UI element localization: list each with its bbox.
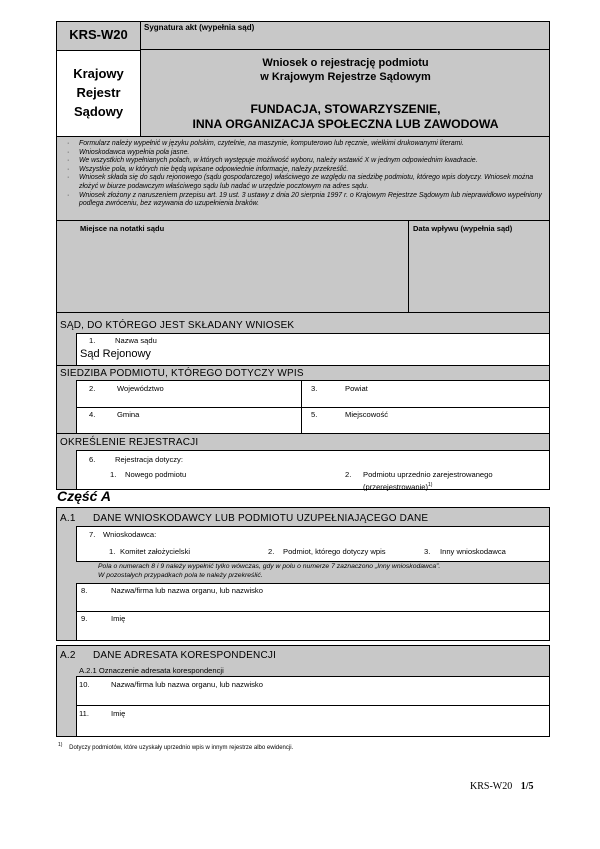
registration-type-number: 6.	[89, 455, 96, 464]
county-field[interactable]	[301, 380, 550, 408]
voivodeship-label: Województwo	[117, 384, 164, 393]
name-field-8-label: Nazwa/firma lub nazwa organu, lub nazwisko	[111, 586, 263, 595]
a1-note: Pola o numerach 8 i 9 należy wypełnić tylko wówczas, gdy w polu o numerze 7 zaznaczono „Inny wnioskodawca”. W pozostałych przypadkach pola te należy przekreślić.	[98, 563, 441, 579]
voivodeship-field[interactable]	[76, 380, 302, 408]
county-number: 3.	[311, 384, 318, 393]
instruction-item: · We wszystkich wypełnianych polach, w których występuje możliwość wyboru, należy wstawić X w jednym odpowiednim kwadracie.	[61, 157, 545, 166]
seat-section-title: SIEDZIBA PODMIOTU, KTÓREGO DOTYCZY WPIS	[60, 368, 304, 379]
a1-code: A.1	[60, 513, 76, 524]
receipt-date-label: Data wpływu (wypełnia sąd)	[413, 224, 513, 233]
part-a-title: Część A	[57, 488, 111, 504]
court-notes-label: Miejsce na notatki sądu	[80, 224, 165, 233]
instruction-item: · Wniosek składa się do sądu rejonowego (sądu gospodarczego) właściwego ze względu na siedzibę podmiotu, którego wpis dotyczy. Wniosek można złożyć w biurze podawczym właściwego sądu lub nadać w urzędzie pocztowym na adres sądu.	[61, 174, 545, 191]
option-other-applicant-label[interactable]: Inny wnioskodawca	[440, 547, 506, 556]
court-section-title: SĄD, DO KTÓREGO JEST SKŁADANY WNIOSEK	[60, 320, 295, 331]
first-name-field-11-number: 11.	[79, 709, 89, 718]
page-number: 1/5	[520, 781, 534, 792]
applicant-type-label: Wnioskodawca:	[103, 530, 157, 539]
registration-type-label: Rejestracja dotyczy:	[115, 455, 183, 464]
county-label: Powiat	[345, 384, 368, 393]
form-title: Wniosek o rejestrację podmiotu w Krajowym Rejestrze Sądowym	[260, 57, 431, 83]
option-reregistration-number: 2.	[345, 470, 352, 479]
court-name-label: Nazwa sądu	[115, 336, 157, 345]
court-name-number: 1.	[89, 336, 96, 345]
court-notes-area	[56, 220, 550, 313]
option-new-entity-label[interactable]: Nowego podmiotu	[125, 470, 187, 479]
locality-label: Miejscowość	[345, 410, 389, 419]
instruction-item: · Wszystkie pola, w których nie będą wpisane odpowiednie informacje, należy przekreślić.	[61, 166, 545, 175]
locality-field[interactable]	[301, 407, 550, 434]
name-field-10-number: 10.	[79, 680, 90, 689]
instructions-box	[56, 136, 550, 221]
first-name-field-11[interactable]	[76, 705, 550, 737]
footnote-text: Dotyczy podmiotów, które uzyskały uprzednio wpis w innym rejestrze albo ewidencji.	[69, 745, 294, 751]
instruction-item: · Wnioskodawca wypełnia pola jasne.	[61, 149, 545, 158]
registry-name: Krajowy Rejestr Sądowy	[73, 66, 124, 119]
a2-code: A.2	[60, 650, 76, 661]
page-footer	[470, 781, 534, 792]
instruction-item: · Wniosek złożony z naruszeniem przepisu art. 19 ust. 3 ustawy z dnia 20 sierpnia 1997 r. o Krajowym Rejestrze Sądowym lub nieprawidłowo wypełniony podlega zwróceniu, bez wzywania do uzupełnienia braków.	[61, 192, 545, 209]
instruction-item: · Formularz należy wypełnić w języku polskim, czytelnie, na maszynie, komputerowo lub ręcznie, wielkimi drukowanymi literami.	[61, 140, 545, 149]
a1-title: DANE WNIOSKODAWCY LUB PODMIOTU UZUPEŁNIAJĄCEGO DANE	[93, 513, 429, 524]
option-reregistration-label[interactable]: Podmiotu uprzednio zarejestrowanego (przerejestrowanie)$^{1)}$	[363, 470, 493, 492]
name-field-8-number: 8.	[81, 586, 88, 595]
name-field-10-label: Nazwa/firma lub nazwa organu, lub nazwisko	[111, 680, 263, 689]
first-name-field-9-number: 9.	[81, 614, 88, 623]
option-new-entity-number: 1.	[110, 470, 117, 479]
first-name-field-9-label: Imię	[111, 614, 126, 623]
option-founding-committee-label[interactable]: Komitet założycielski	[120, 547, 191, 556]
option-other-applicant-number: 3.	[424, 547, 431, 556]
first-name-field-11-label: Imię	[111, 709, 126, 718]
footer-form-code: KRS-W20	[470, 781, 513, 792]
footnote-number: 1)	[58, 742, 63, 748]
option-entity-concerned-label[interactable]: Podmiot, którego dotyczy wpis	[283, 547, 386, 556]
form-code: KRS-W20	[69, 27, 128, 42]
commune-label: Gmina	[117, 410, 140, 419]
court-name-value: Sąd Rejonowy	[80, 348, 151, 360]
first-name-field-9[interactable]	[76, 611, 550, 641]
option-entity-concerned-number: 2.	[268, 547, 275, 556]
voivodeship-number: 2.	[89, 384, 96, 393]
a2-sub-label: A.2.1 Oznaczenie adresata korespondencji	[79, 666, 224, 675]
registration-section-title: OKREŚLENIE REJESTRACJI	[60, 437, 199, 448]
form-subtitle: FUNDACJA, STOWARZYSZENIE, INNA ORGANIZACJA SPOŁECZNA LUB ZAWODOWA	[192, 102, 499, 131]
instructions-list	[61, 140, 545, 209]
signature-label: Sygnatura akt (wypełnia sąd)	[144, 23, 255, 32]
option-founding-committee-number: 1.	[109, 547, 116, 556]
footnote	[58, 742, 293, 751]
footnote-mark: 1)	[428, 482, 433, 488]
locality-number: 5.	[311, 410, 318, 419]
commune-number: 4.	[89, 410, 96, 419]
applicant-type-number: 7.	[89, 530, 96, 539]
a2-title: DANE ADRESATA KORESPONDENCJI	[93, 650, 277, 661]
commune-field[interactable]	[76, 407, 302, 434]
